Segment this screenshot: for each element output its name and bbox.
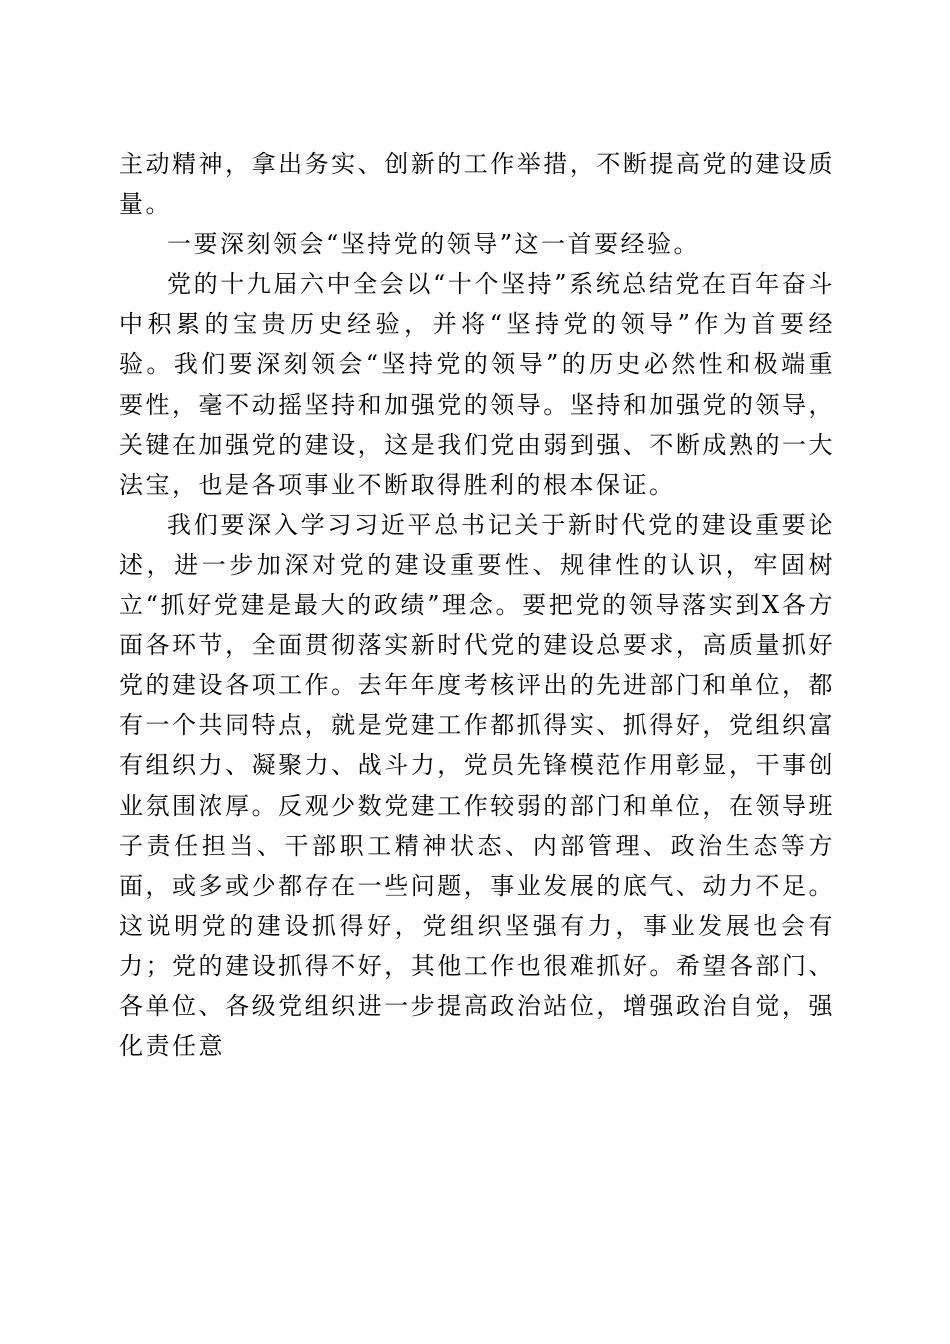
paragraph-heading-first-point: 一要深刻领会“坚持党的领导”这一首要经验。 — [167, 230, 701, 259]
document-body — [119, 144, 835, 1066]
paragraph-party-building: 我们要深入学习习近平总书记关于新时代党的建设重要论述，进一步加深对党的建设重要性、规律性的认识，牢固树立“抓好党建是最大的政绩”理念。要把党的领导落实到X各方面各环节，全面贯彻落实新时代党的建设总要求，高质量抓好党的建设各项工作。去年年度考核评出的先进部门和单位，都有一个共同特点，就是党建工作都抓得实、抓得好，党组织富有组织力、凝聚力、战斗力，党员先锋模范作用彰显，干事创业氛围浓厚。反观少数党建工作较弱的部门和单位，在领导班子责任担当、干部职工精神状态、内部管理、政治生态等方面，或多或少都存在一些问题，事业发展的底气、动力不足。这说明党的建设抓得好，党组织坚强有力，事业发展也会有力；党的建设抓得不好，其他工作也很难抓好。希望各部门、各单位、各级党组织进一步提高政治站位，增强政治自觉，强化责任意 — [119, 510, 835, 1061]
paragraph-continuation: 主动精神，拿出务实、创新的工作举措，不断提高党的建设质量。 — [119, 150, 835, 219]
paragraph-sixth-plenary: 党的十九届六中全会以“十个坚持”系统总结党在百年奋斗中积累的宝贵历史经验，并将“坚持党的领导”作为首要经验。我们要深刻领会“坚持党的领导”的历史必然性和极端重要性，毫不动摇坚持和加强党的领导。坚持和加强党的领导，关键在加强党的建设，这是我们党由弱到强、不断成熟的一大法宝，也是各项事业不断取得胜利的根本保证。 — [119, 270, 835, 499]
